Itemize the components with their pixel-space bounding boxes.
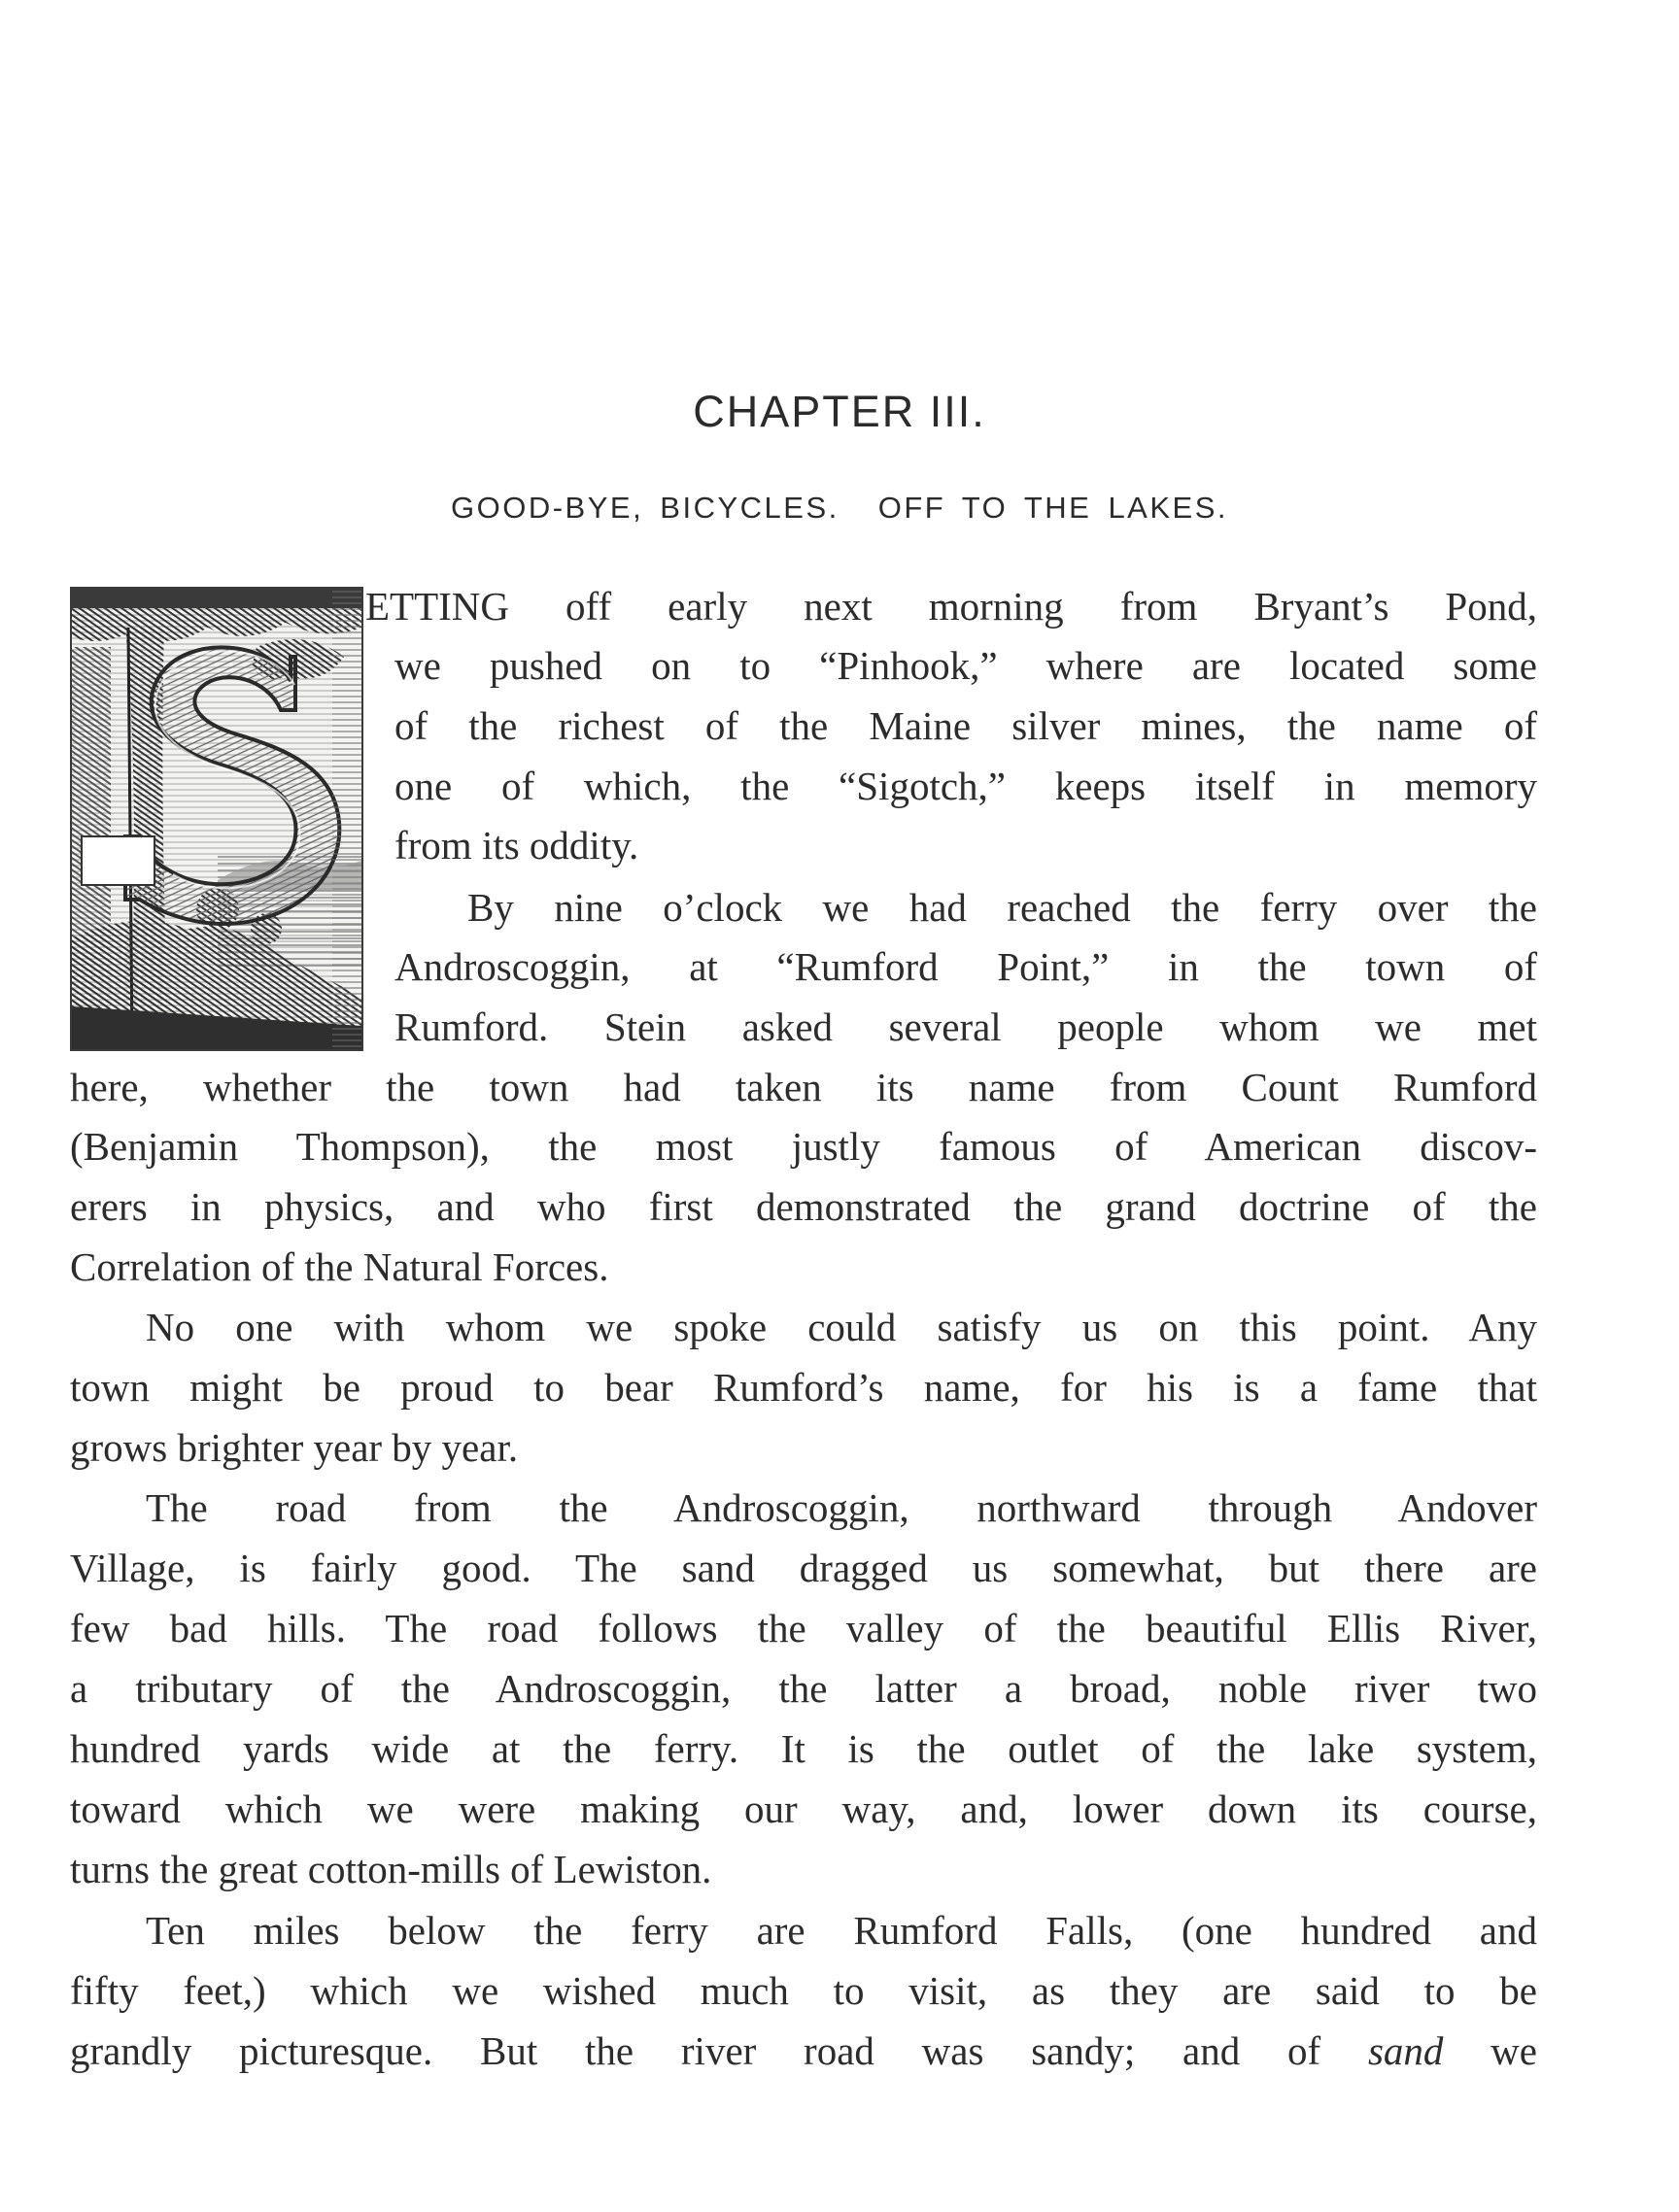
text-line: a tributary of the Androscoggin, the latter a broad, noble river two bbox=[70, 1666, 1537, 1711]
text-line: toward which we were making our way, and, lower down its course, bbox=[70, 1787, 1537, 1831]
text-line: we pushed on to “Pinhook,” where are located some bbox=[394, 643, 1537, 688]
text-line: town might be proud to bear Rumford’s name, for his is a fame that bbox=[70, 1365, 1537, 1410]
text-line: Ten miles below the ferry are Rumford Falls, (one hundred and bbox=[146, 1908, 1537, 1953]
chapter-title: CHAPTER III. bbox=[693, 387, 986, 436]
text-line: Androscoggin, at “Rumford Point,” in the town of bbox=[394, 944, 1537, 989]
text-line: few bad hills. The road follows the valley of the beautiful Ellis River, bbox=[70, 1606, 1537, 1650]
subtitle-part-1: GOOD-BYE, BICYCLES. bbox=[450, 491, 840, 525]
text-line: fifty feet,) which we wished much to visit, as they are said to be bbox=[70, 1968, 1537, 2013]
subtitle-part-2: OFF TO THE LAKES. bbox=[877, 491, 1229, 525]
text-line: Correlation of the Natural Forces. bbox=[70, 1244, 609, 1289]
text-line: Village, is fairly good. The sand dragged us somewhat, but there are bbox=[70, 1546, 1537, 1590]
text-line: turns the great cotton-mills of Lewiston. bbox=[70, 1847, 712, 1891]
text-line: The road from the Androscoggin, northward through Andover bbox=[146, 1485, 1537, 1530]
text-line: erers in physics, and who first demonstrated the grand doctrine of the bbox=[70, 1184, 1537, 1229]
text-line: No one with whom we spoke could satisfy us on this point. Any bbox=[146, 1305, 1537, 1349]
text-run: grandly picturesque. But the river road was sandy; and of bbox=[70, 2028, 1368, 2073]
text-line: grows brighter year by year. bbox=[70, 1425, 519, 1470]
text-line: Rumford. Stein asked several people whom we met bbox=[394, 1004, 1537, 1049]
text-line: one of which, the “Sigotch,” keeps itself in memory bbox=[394, 764, 1537, 808]
illuminated-initial-s-icon bbox=[70, 587, 363, 1051]
text-run: we bbox=[1443, 2028, 1537, 2073]
text-line: hundred yards wide at the ferry. It is the outlet of the lake system, bbox=[70, 1726, 1537, 1771]
text-line: By nine o’clock we had reached the ferry over the bbox=[467, 885, 1537, 930]
text-line: here, whether the town had taken its name from Count Rumford bbox=[70, 1065, 1537, 1109]
text-line: ETTING off early next morning from Bryant’s Pond, bbox=[365, 584, 1537, 629]
text-line: of the richest of the Maine silver mines, the name of bbox=[394, 703, 1537, 748]
text-line-last bbox=[70, 2028, 1537, 2073]
chapter-subtitle bbox=[0, 491, 1679, 526]
text-line: from its oddity. bbox=[394, 823, 639, 868]
text-line: (Benjamin Thompson), the most justly famous of American discov- bbox=[70, 1124, 1537, 1169]
emphasis-word: sand bbox=[1367, 2028, 1444, 2073]
